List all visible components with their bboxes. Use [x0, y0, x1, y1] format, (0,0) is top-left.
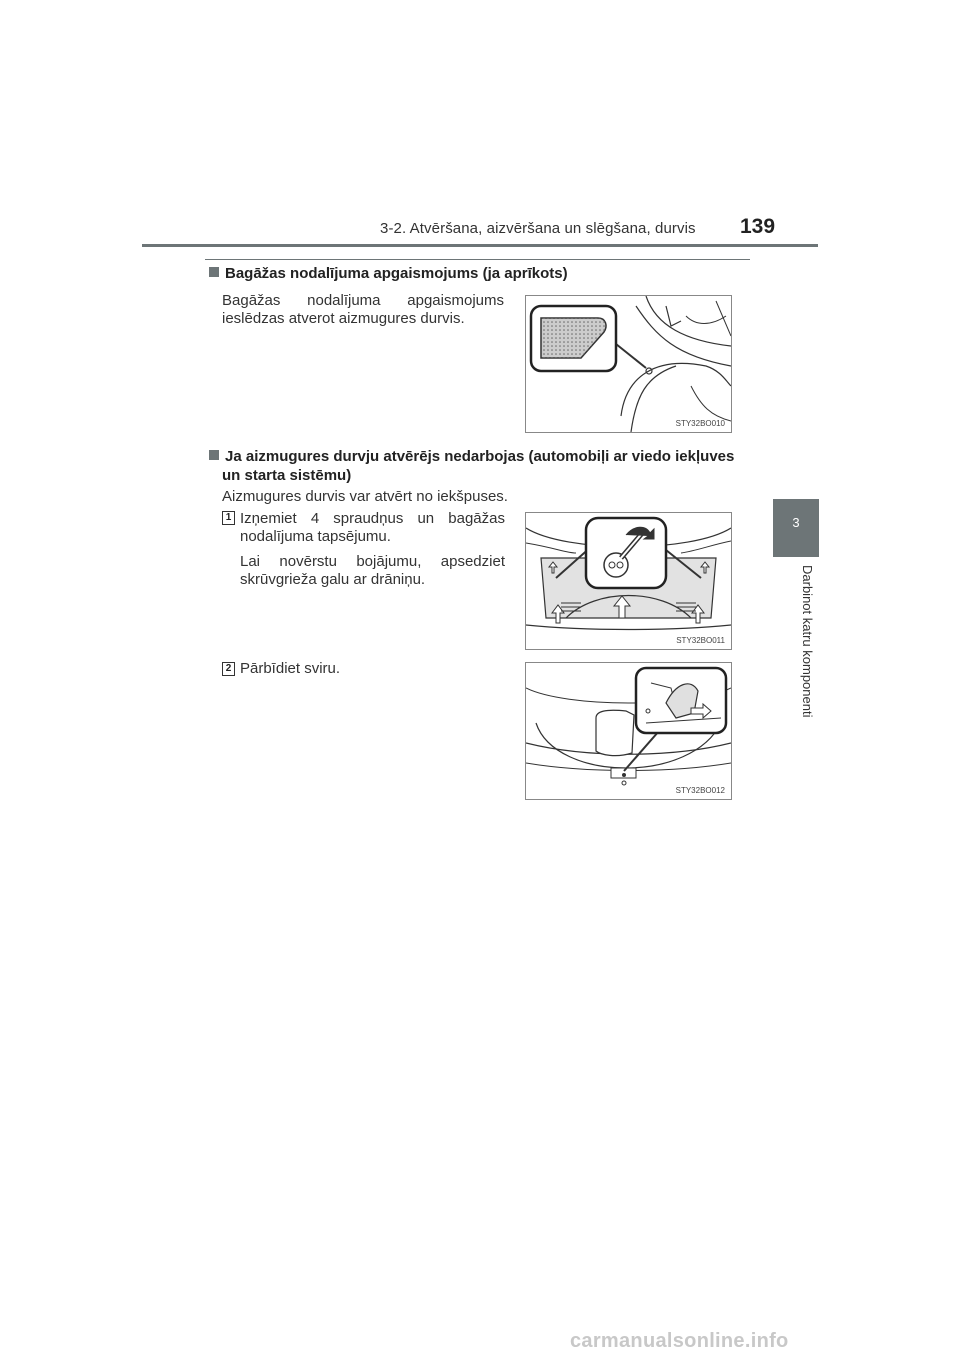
chapter-tab: 3: [773, 499, 819, 557]
luggage-light-illustration: [526, 296, 731, 432]
section1-heading: [209, 265, 568, 282]
step-1-text: Izņemiet 4 spraudņus un bagāžas nodalījuma tapsējumu.: [240, 510, 505, 545]
figure-push-lever: [525, 662, 732, 800]
figure-luggage-light: [525, 295, 732, 433]
section2-intro: Aizmugures durvis var atvērt no iekšpuses.: [222, 488, 508, 505]
figure-code: STY32BO011: [676, 636, 725, 645]
section2-heading-line2: un starta sistēmu): [222, 467, 352, 484]
watermark: carmanualsonline.info: [570, 1330, 789, 1352]
section-rule: [205, 259, 750, 260]
section2-heading: [209, 448, 749, 465]
square-bullet-icon: [209, 450, 219, 460]
section1-heading-text: Bagāžas nodalījuma apgaismojums (ja aprīkots): [225, 265, 568, 282]
figure-code: STY32BO012: [675, 786, 725, 795]
page-number: 139: [740, 215, 776, 238]
step-1-note: Lai novērstu bojājumu, apsedziet skrūvgrieža galu ar drāniņu.: [240, 553, 505, 588]
step-2-text: Pārbīdiet sviru.: [240, 660, 341, 677]
step-1-badge: 1: [222, 511, 235, 525]
section-title: 3-2. Atvēršana, aizvēršana un slēgšana, durvis: [380, 220, 696, 237]
header-rule: [142, 244, 818, 247]
figure-code: STY32BO010: [675, 419, 725, 428]
section1-text: Bagāžas nodalījuma apgaismojums ieslēdzas atverot aizmugures durvis.: [222, 292, 504, 327]
square-bullet-icon: [209, 267, 219, 277]
remove-clips-illustration: [526, 513, 731, 649]
step-2-badge: 2: [222, 662, 235, 676]
chapter-title: Darbinot katru komponenti: [800, 565, 815, 718]
push-lever-illustration: [526, 663, 731, 799]
figure-remove-clips: [525, 512, 732, 650]
section2-heading-line1: Ja aizmugures durvju atvērējs nedarbojas (automobiļi ar viedo iekļuves: [225, 448, 735, 465]
